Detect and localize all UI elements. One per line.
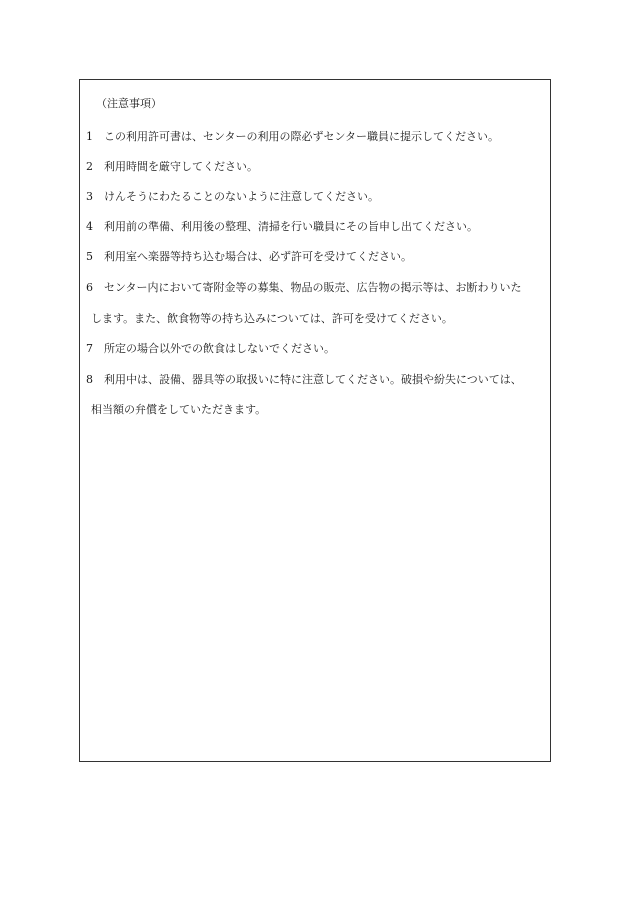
notice-item-5 — [86, 250, 412, 264]
notice-box — [79, 79, 551, 762]
item-number: 2 — [86, 160, 93, 173]
item-text: 利用室へ楽器等持ち込む場合は、必ず許可を受けてください。 — [104, 250, 412, 263]
item-number: 6 — [86, 281, 93, 294]
notice-item-4 — [86, 220, 478, 234]
item-number: 7 — [86, 342, 93, 355]
notice-item-8-continuation: 相当額の弁償をしていただきます。 — [91, 403, 267, 416]
item-number: 3 — [86, 190, 93, 203]
item-number: 1 — [86, 130, 93, 143]
notice-item-1 — [86, 130, 499, 144]
item-text: この利用許可書は、センターの利用の際必ずセンター職員に提示してください。 — [104, 130, 500, 143]
item-number: 5 — [86, 250, 93, 263]
item-number: 8 — [86, 373, 93, 386]
item-text: 所定の場合以外での飲食はしないでください。 — [104, 342, 335, 355]
notice-item-7 — [86, 342, 335, 356]
item-text: センター内において寄附金等の募集、物品の販売、広告物の掲示等は、お断わりいた — [104, 281, 522, 294]
item-text: 利用中は、設備、器具等の取扱いに特に注意してください。破損や紛失については、 — [104, 373, 522, 386]
item-text: 利用時間を厳守してください。 — [104, 160, 258, 173]
notice-item-6 — [86, 281, 522, 295]
item-number: 4 — [86, 220, 93, 233]
notice-item-8 — [86, 373, 522, 387]
notice-item-3 — [86, 190, 379, 204]
notice-item-6-continuation: します。また、飲食物等の持ち込みについては、許可を受けてください。 — [91, 312, 453, 325]
notice-item-2 — [86, 160, 258, 174]
item-text: 利用前の準備、利用後の整理、清掃を行い職員にその旨申し出てください。 — [104, 220, 478, 233]
notice-heading: （注意事項） — [96, 97, 162, 110]
item-text: けんそうにわたることのないように注意してください。 — [104, 190, 379, 203]
